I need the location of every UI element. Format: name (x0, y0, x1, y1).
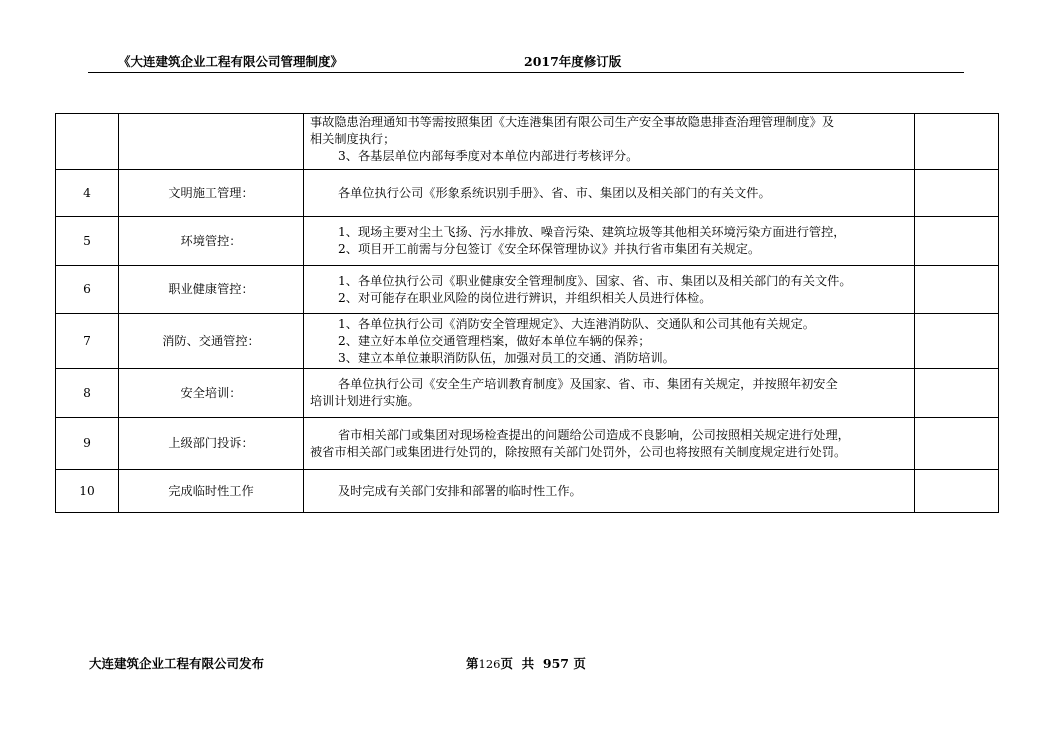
row-number: 10 (56, 470, 119, 513)
row-content (304, 470, 915, 513)
row-remark (915, 170, 999, 217)
page-total: 957 (542, 656, 569, 671)
content-line: 1、各单位执行公司《消防安全管理规定》、大连港消防队、交通队和公司其他有关规定。 (338, 316, 815, 331)
content-line: 3、建立本单位兼职消防队伍，加强对员工的交通、消防培训。 (338, 350, 675, 365)
content-line: 1、各单位执行公司《职业健康安全管理制度》、国家、省、市、集团以及相关部门的有关文件。 (338, 273, 852, 288)
row-content (304, 217, 915, 266)
row-remark (915, 266, 999, 314)
row-item: 环境管控： (119, 217, 304, 266)
row-content (304, 114, 915, 170)
footer-page-info (466, 654, 586, 672)
row-remark (915, 418, 999, 470)
row-item: 文明施工管理： (119, 170, 304, 217)
regulation-table (55, 113, 999, 513)
table-row (56, 217, 999, 266)
row-number (56, 114, 119, 170)
content-line: 事故隐患治理通知书等需按照集团《大连港集团有限公司生产安全事故隐患排查治理管理制度》及 (310, 115, 835, 129)
row-remark (915, 114, 999, 170)
row-remark (915, 470, 999, 513)
row-item: 完成临时性工作 (119, 470, 304, 513)
content-line: 培训计划进行实施。 (310, 394, 420, 408)
row-content (304, 418, 915, 470)
table-row (56, 266, 999, 314)
table-row (56, 114, 999, 170)
content-line: 2、建立好本单位交通管理档案，做好本单位车辆的保养； (338, 333, 651, 348)
row-item: 职业健康管控： (119, 266, 304, 314)
page-number: 126 (478, 657, 501, 671)
row-number: 8 (56, 369, 119, 418)
row-content (304, 266, 915, 314)
table-row (56, 170, 999, 217)
content-line: 相关制度执行； (310, 132, 396, 146)
row-number: 7 (56, 314, 119, 369)
table-row (56, 418, 999, 470)
row-number: 5 (56, 217, 119, 266)
page-prefix: 第 (466, 656, 479, 671)
row-content (304, 314, 915, 369)
table-row (56, 314, 999, 369)
header-document-title: 《大连建筑企业工程有限公司管理制度》 (118, 54, 344, 69)
row-item (119, 114, 304, 170)
content-line: 省市相关部门或集团对现场检查提出的问题给公司造成不良影响，公司按照相关规定进行处理， (338, 427, 850, 442)
row-remark (915, 314, 999, 369)
content-line: 2、项目开工前需与分包签订《安全环保管理协议》并执行省市集团有关规定。 (338, 242, 761, 256)
row-item: 安全培训： (119, 369, 304, 418)
row-item: 消防、交通管控： (119, 314, 304, 369)
header-edition: 2017年度修订版 (524, 54, 622, 69)
row-number: 6 (56, 266, 119, 314)
row-number: 4 (56, 170, 119, 217)
row-content (304, 369, 915, 418)
page-suffix: 页 (568, 656, 586, 671)
content-line: 各单位执行公司《安全生产培训教育制度》及国家、省、市、集团有关规定，并按照年初安全 (338, 377, 838, 391)
page-mid: 页 共 (500, 656, 543, 671)
row-number: 9 (56, 418, 119, 470)
table-row (56, 369, 999, 418)
page-header (88, 52, 964, 73)
row-content (304, 170, 915, 217)
content-line: 1、现场主要对尘土飞扬、污水排放、噪音污染、建筑垃圾等其他相关环境污染方面进行管控， (338, 225, 846, 239)
footer-publisher: 大连建筑企业工程有限公司发布 (89, 656, 265, 671)
table-row (56, 470, 999, 513)
row-remark (915, 369, 999, 418)
content-line: 各单位执行公司《形象系统识别手册》、省、市、集团以及相关部门的有关文件。 (338, 185, 771, 200)
row-remark (915, 217, 999, 266)
content-line: 及时完成有关部门安排和部署的临时性工作。 (338, 483, 582, 498)
row-item: 上级部门投诉： (119, 418, 304, 470)
content-line: 2、对可能存在职业风险的岗位进行辨识，并组织相关人员进行体检。 (338, 290, 712, 305)
content-line: 被省市相关部门或集团进行处罚的，除按照有关部门处罚外，公司也将按照有关制度规定进行处罚。 (310, 444, 847, 459)
content-line: 3、各基层单位内部每季度对本单位内部进行考核评分。 (338, 149, 639, 163)
regulation-table-body (56, 114, 999, 513)
